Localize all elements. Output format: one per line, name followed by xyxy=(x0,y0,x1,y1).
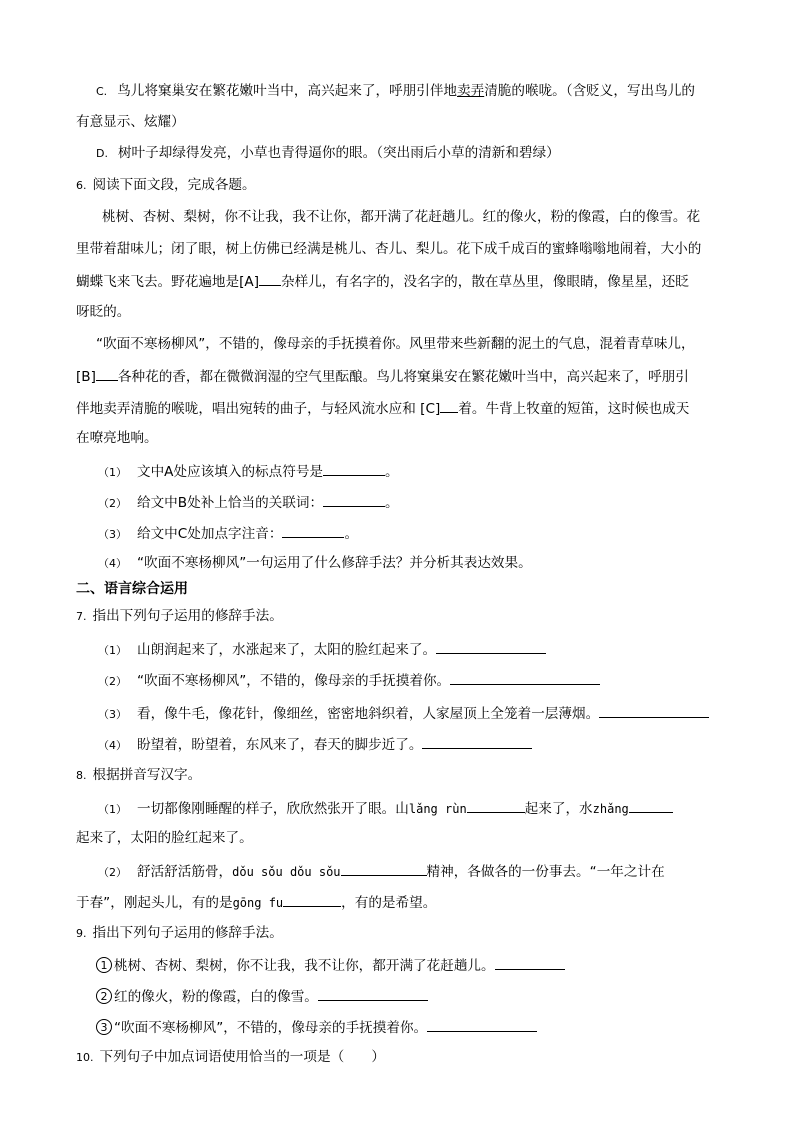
sub-number: （1） xyxy=(98,644,127,657)
q10-stem-text: 下列句子中加点词语使用恰当的一项是（ ） xyxy=(99,1049,385,1065)
q6-passage-text: 伴地卖弄清脆的喉咙，唱出宛转的曲子，与轻风流水应和 [C] xyxy=(76,401,441,417)
q6-passage-text: 着。牛背上牧童的短笛，这时候也成天 xyxy=(458,401,690,417)
q5-option-c-text-a: 鸟儿将窠巢安在繁花嫩叶当中，高兴起来了，呼朋引伴地 xyxy=(117,83,458,99)
q6-stem xyxy=(76,176,256,195)
answer-blank[interactable] xyxy=(282,523,344,538)
sub-end: 。 xyxy=(385,464,399,480)
sub-number: （4） xyxy=(98,739,127,752)
q7-sub-3 xyxy=(98,703,709,724)
q5-option-c-underlined: 卖弄 xyxy=(457,83,485,99)
q9-number: 9. xyxy=(76,927,87,940)
sub-text: 给文中C处加点字注音： xyxy=(137,526,283,542)
q6-passage-text: [B] xyxy=(76,369,96,385)
pinyin: lǎng rùn xyxy=(408,802,467,816)
q5-option-c-line2: 有意显示、炫耀） xyxy=(76,114,185,130)
answer-blank[interactable] xyxy=(323,492,385,507)
q9-stem-text: 指出下列句子运用的修辞手法。 xyxy=(92,925,283,941)
answer-blank[interactable] xyxy=(450,670,600,685)
q5-option-d-label: D. xyxy=(96,147,108,160)
answer-blank[interactable] xyxy=(318,986,428,1001)
q8-stem-text: 根据拼音写汉字。 xyxy=(92,767,202,783)
q6-number: 6. xyxy=(76,179,87,192)
q6-sub-1 xyxy=(98,461,399,482)
blank-c xyxy=(440,398,458,413)
sub-text: 山朗润起来了，水涨起来了，太阳的脸红起来了。 xyxy=(137,642,437,658)
sub-text: 舒活舒活筋骨， xyxy=(137,864,233,880)
q9-stem xyxy=(76,924,283,943)
circled-number: 2 xyxy=(96,988,112,1004)
q9-sub-1 xyxy=(96,955,565,975)
q6-passage-text: 各种花的香，都在微微润湿的空气里酝酿。鸟儿将窠巢安在繁花嫩叶当中，高兴起来了，呼朋引 xyxy=(117,369,689,385)
q8-number: 8. xyxy=(76,769,87,782)
q8-sub-2-line2 xyxy=(76,892,436,912)
q8-sub-1-line2: 起来了，太阳的脸红起来了。 xyxy=(76,830,253,846)
sub-number: （4） xyxy=(98,557,127,570)
q6-sub-4 xyxy=(98,554,532,573)
sub-text: 文中A处应该填入的标点符号是 xyxy=(137,464,324,480)
q5-option-c-line1 xyxy=(96,82,695,101)
q6-passage-p2-line4: 在嘹亮地响。 xyxy=(76,430,158,446)
sub-text: 一切都像刚睡醒的样子，欣欣然张开了眼。山 xyxy=(137,801,409,817)
section-title: 二、语言综合运用 xyxy=(76,581,188,597)
answer-blank[interactable] xyxy=(599,703,709,718)
sub-text: 红的像火，粉的像霞，白的像雪。 xyxy=(114,989,318,1005)
q7-sub-2 xyxy=(98,670,600,691)
sub-number: （2） xyxy=(98,497,127,510)
answer-blank[interactable] xyxy=(323,461,385,476)
pinyin: zhǎng xyxy=(592,802,629,816)
sub-end: 。 xyxy=(385,495,399,511)
sub-text: 给文中B处补上恰当的关联词： xyxy=(137,495,324,511)
q6-passage-text: 蝴蝶飞来飞去。野花遍地是[A] xyxy=(76,274,260,290)
sub-end: 。 xyxy=(344,526,359,542)
sub-text: 看，像牛毛，像花针，像细丝，密密地斜织着，人家屋顶上全笼着一层薄烟。 xyxy=(137,706,600,722)
q5-option-c-text-b: 清脆的喉咙。（含贬义，写出鸟儿的 xyxy=(484,83,695,99)
blank-a xyxy=(259,271,281,286)
q7-stem xyxy=(76,607,283,626)
answer-blank[interactable] xyxy=(283,892,341,907)
q8-stem xyxy=(76,766,201,785)
sub-text: 桃树、杏树、梨树，你不让我，我不让你，都开满了花赶趟儿。 xyxy=(114,958,495,974)
sub-text: 于春”，刚起头儿，有的是 xyxy=(76,895,233,911)
pinyin: dǒu sǒu dǒu sǒu xyxy=(232,865,341,879)
q10-number: 10. xyxy=(76,1051,94,1064)
sub-number: （1） xyxy=(98,803,127,816)
answer-blank[interactable] xyxy=(341,861,427,876)
q5-option-d xyxy=(96,144,560,163)
q7-sub-1 xyxy=(98,639,546,660)
sub-text: 精神，各做各的一份事去。“一年之计在 xyxy=(426,864,665,880)
sub-text: “吹面不寒杨柳风”，不错的，像母亲的手抚摸着你。 xyxy=(114,1020,428,1036)
sub-text: 盼望着，盼望着，东风来了，春天的脚步近了。 xyxy=(137,737,423,753)
q6-passage-p2-line1: “吹面不寒杨柳风”，不错的，像母亲的手抚摸着你。风里带来些新翻的泥土的气息，混着青草味儿， xyxy=(96,336,695,352)
q8-sub-2-line1 xyxy=(98,861,665,882)
q6-passage-p1-line1: 桃树、杏树、梨树，你不让我，我不让你，都开满了花赶趟儿。红的像火，粉的像霞，白的像雪。花 xyxy=(102,209,701,225)
sub-number: （3） xyxy=(98,528,127,541)
q6-stem-text: 阅读下面文段，完成各题。 xyxy=(92,177,256,193)
q6-passage-p2-line3 xyxy=(76,398,689,418)
q6-passage-p2-line2 xyxy=(76,366,689,386)
answer-blank[interactable] xyxy=(436,639,546,654)
q7-number: 7. xyxy=(76,610,87,623)
q9-sub-2 xyxy=(96,986,428,1006)
q7-stem-text: 指出下列句子运用的修辞手法。 xyxy=(92,608,283,624)
q6-passage-p1-line2: 里带着甜味儿；闭了眼，树上仿佛已经满是桃儿、杏儿、梨儿。花下成千成百的蜜蜂嗡嗡地闹着，大小的 xyxy=(76,241,702,257)
answer-blank[interactable] xyxy=(422,734,532,749)
q7-sub-4 xyxy=(98,734,532,755)
q10-stem xyxy=(76,1048,385,1067)
q6-sub-2 xyxy=(98,492,399,513)
sub-text: ，有的是希望。 xyxy=(341,895,437,911)
pinyin: gōng fu xyxy=(232,896,284,910)
sub-text: “吹面不寒杨柳风”一句运用了什么修辞手法？并分析其表达效果。 xyxy=(137,555,532,571)
answer-blank[interactable] xyxy=(467,798,525,813)
sub-text: “吹面不寒杨柳风”，不错的，像母亲的手抚摸着你。 xyxy=(137,673,451,689)
sub-number: （3） xyxy=(98,708,127,721)
sub-number: （1） xyxy=(98,466,127,479)
q6-passage-p1-line3 xyxy=(76,271,689,291)
circled-number: 1 xyxy=(96,957,112,973)
answer-blank[interactable] xyxy=(629,798,673,813)
q8-sub-1-line1 xyxy=(98,798,673,819)
blank-b xyxy=(96,366,118,381)
q6-sub-3 xyxy=(98,523,358,544)
sub-number: （2） xyxy=(98,866,127,879)
sub-number: （2） xyxy=(98,675,127,688)
sub-text: 起来了，水 xyxy=(524,801,593,817)
answer-blank[interactable] xyxy=(427,1017,537,1032)
circled-number: 3 xyxy=(96,1019,112,1035)
q5-option-c-label: C. xyxy=(96,85,108,98)
q6-passage-text: 杂样儿，有名字的，没名字的，散在草丛里，像眼睛，像星星，还眨 xyxy=(281,274,689,290)
q9-sub-3 xyxy=(96,1017,537,1037)
answer-blank[interactable] xyxy=(495,955,565,970)
q6-passage-p1-line4: 呀眨的。 xyxy=(76,304,131,320)
q5-option-d-text: 树叶子却绿得发亮，小草也青得逼你的眼。（突出雨后小草的清新和碧绿） xyxy=(117,145,560,161)
